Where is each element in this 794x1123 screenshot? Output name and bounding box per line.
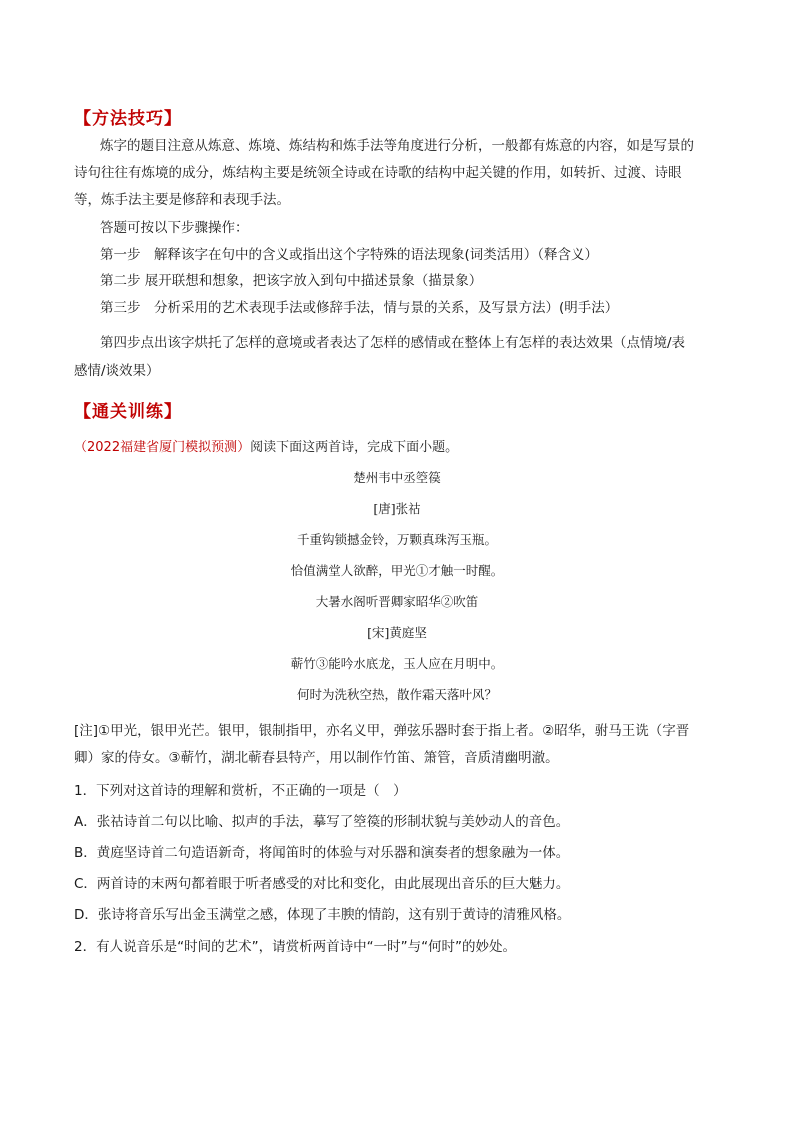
poem-1-line-1: 千重钩锁撼金铃，万颗真珠泻玉瓶。	[296, 532, 497, 547]
step-1: 第一步 解释该字在句中的含义或指出这个字特殊的语法现象(词类活用）（释含义）	[100, 247, 599, 263]
step-3: 第三步 分析采用的艺术表现手法或修辞手法，情与景的关系，及写景方法）(明手法）	[100, 300, 619, 316]
note-line-1: [注]①甲光，银甲光芒。银甲，银制指甲，亦名义甲，弹弦乐器时套于指上者。②昭华，驸马王诜（字晋	[74, 723, 690, 739]
method-heading: 【方法技巧】	[74, 109, 182, 129]
poem-2-title: 大暑水阁听晋卿家昭华②吹笛	[315, 594, 479, 609]
question-intro	[74, 439, 458, 457]
option-d: D．张诗将音乐写出金玉满堂之感，体现了丰腴的情韵，这有别于黄诗的清雅风格。	[74, 907, 571, 923]
method-line-2: 诗句往往有炼境的成分，炼结构主要是统领全诗或在诗歌的结构中起关键的作用，如转折、过渡、诗眼	[74, 165, 682, 181]
poem-2-author: [宋]黄庭坚	[367, 625, 427, 640]
steps-intro: 答题可按以下步骤操作：	[100, 220, 249, 236]
question-2: 2．有人说音乐是“时间的艺术”，请赏析两首诗中“一时”与“何时”的妙处。	[74, 939, 517, 955]
question-1: 1．下列对这首诗的理解和赏析，不正确的一项是（ ）	[74, 783, 407, 799]
poem-1-line-2: 恰值满堂人欲醉，甲光①才触一时醒。	[290, 563, 504, 578]
note-line-2: 卿）家的侍女。③蕲竹，湖北蕲春县特产，用以制作竹笛、箫管，音质清幽明澈。	[74, 750, 559, 766]
step-2: 第二步 展开联想和想象，把该字放入到句中描述景象（描景象）	[100, 273, 483, 289]
poem-1-author: [唐]张祜	[373, 501, 421, 516]
question-instruction: 阅读下面这两首诗，完成下面小题。	[250, 440, 459, 455]
poem-1-title: 楚州韦中丞箜篌	[353, 470, 441, 485]
option-c: C．两首诗的末两句都着眼于听者感受的对比和变化，由此展现出音乐的巨大魅力。	[74, 876, 570, 892]
method-line-1: 炼字的题目注意从炼意、炼境、炼结构和炼手法等角度进行分析，一般都有炼意的内容，如是写景的	[100, 138, 694, 154]
method-line-3: 等，炼手法主要是修辞和表现手法。	[74, 192, 290, 208]
option-a: A．张祜诗首二句以比喻、拟声的手法，摹写了箜篌的形制状貌与美妙动人的音色。	[74, 814, 570, 830]
poem-2-line-1: 蕲竹③能吟水底龙，玉人应在月明中。	[290, 656, 504, 671]
step-4-line-2: 感情/谈效果）	[74, 363, 160, 379]
question-source: （2022福建省厦门模拟预测）	[74, 440, 251, 455]
option-b: B．黄庭坚诗首二句造语新奇，将闻笛时的体验与对乐器和演奏者的想象融为一体。	[74, 845, 570, 861]
step-4-line-1: 第四步点出该字烘托了怎样的意境或者表达了怎样的感情或在整体上有怎样的表达效果（点情境/表	[100, 335, 686, 351]
poem-2-line-2: 何时为洗秋空热，散作霜天落叶风？	[296, 687, 497, 702]
training-heading: 【通关训练】	[74, 402, 182, 422]
